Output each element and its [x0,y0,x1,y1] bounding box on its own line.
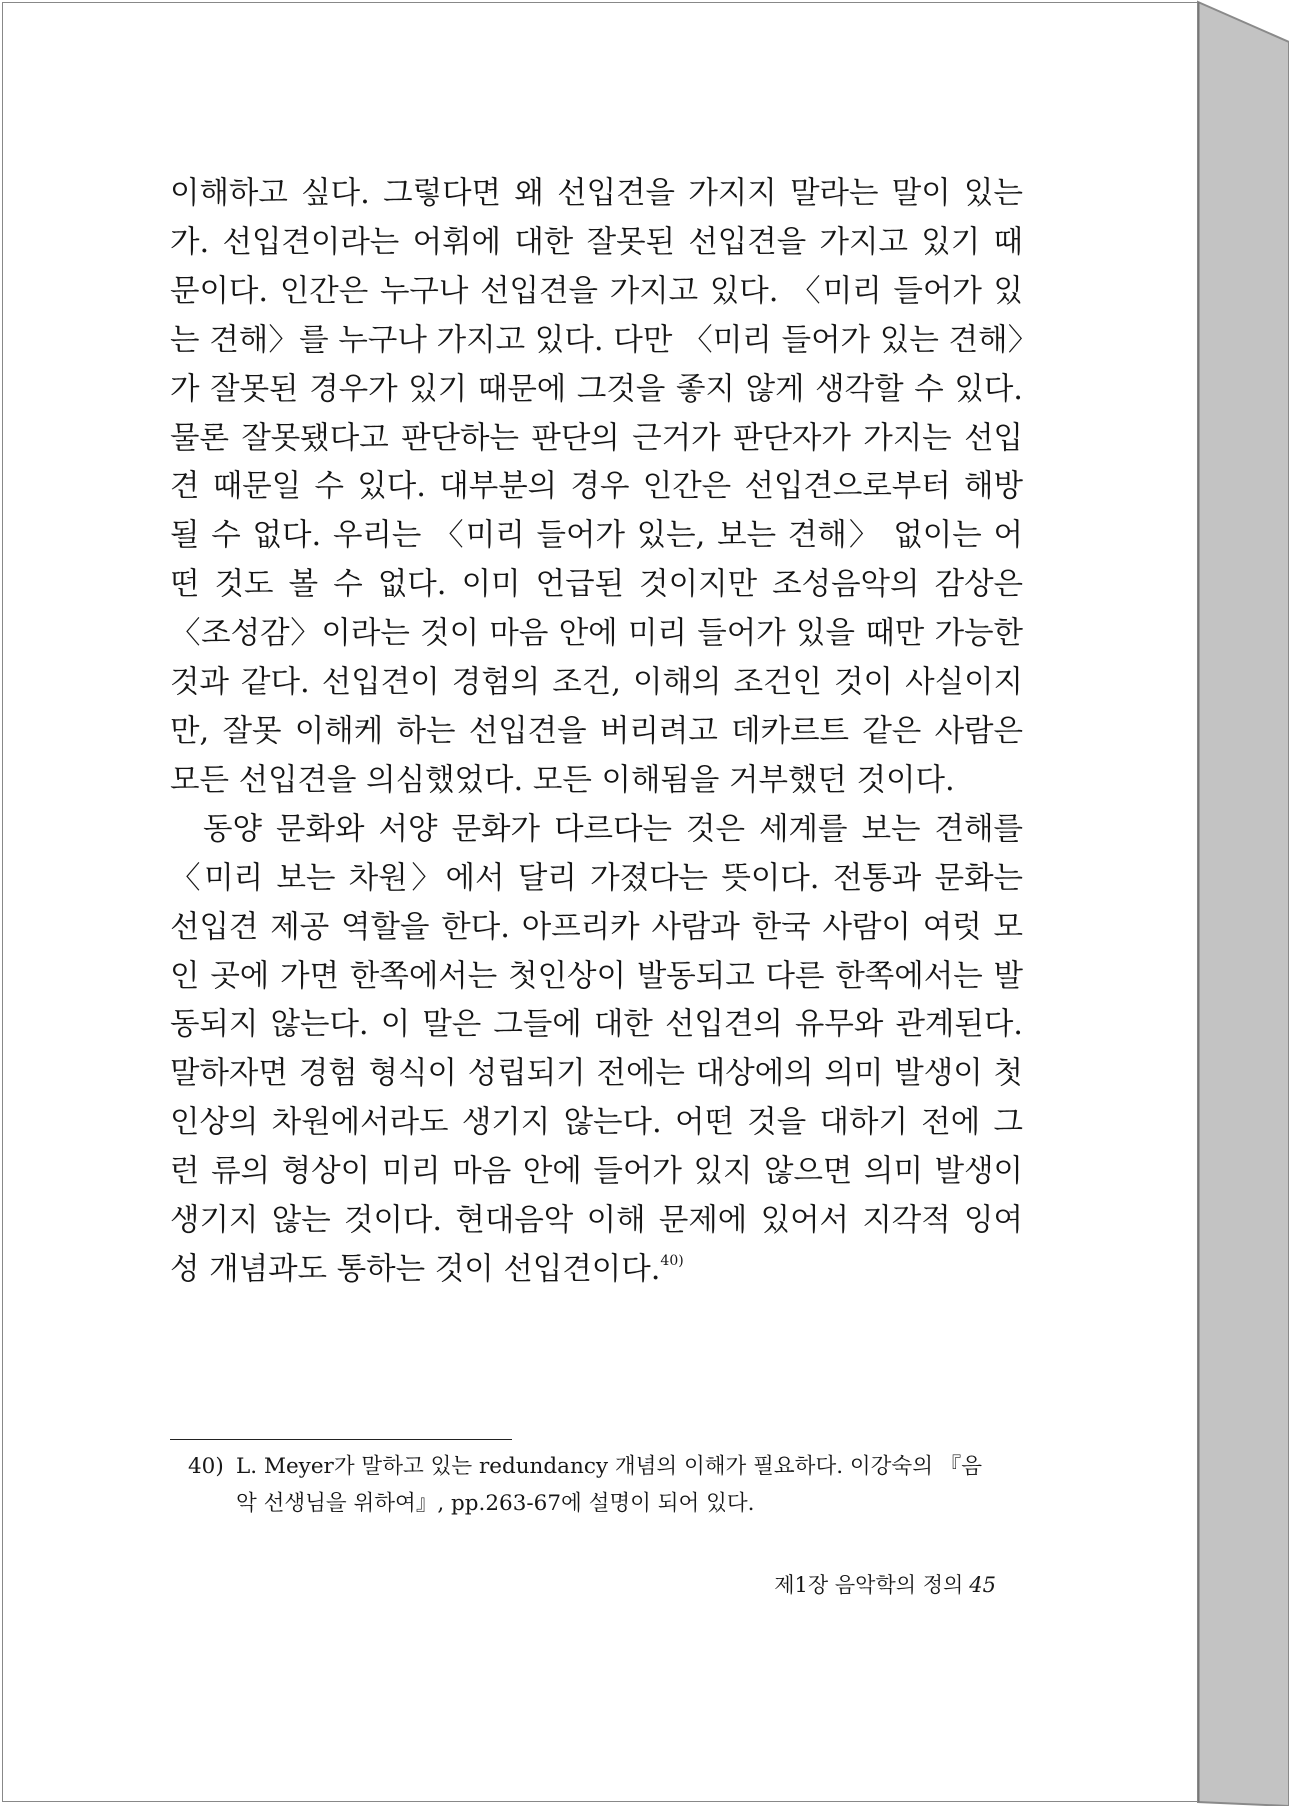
paragraph-2-text: 동양 문화와 서양 문화가 다르다는 것은 세계를 보는 견해를 〈미리 보는 차원〉에서 달리 가졌다는 뜻이다. 전통과 문화는 선입견 제공 역할을 한다. 아프리카 사람과 한국 사람이 여럿 모인 곳에 가면 한쪽에서는 첫인상이 발동되고 다른 한쪽에서는 발동되지 않는다. 이 말은 그들에 대한 선입견의 유무와 관계된다. 말하자면 경험 형식이 성립되기 전에는 대상에의 의미 발생이 첫인상의 차원에서라도 생기지 않는다. 어떤 것을 대하기 전에 그런 류의 형상이 미리 마음 안에 들어가 있지 않으면 의미 발생이 생기지 않는 것이다. 현대음악 이해 문제에 있어서 지각적 잉여성 개념과도 통하는 것이 선입견이다. [170,811,1023,1287]
footnote-line-1 [188,1448,1023,1485]
footnote-divider [170,1439,512,1440]
footnote-number: 40) [188,1454,224,1479]
footnote-line-2: 악 선생님을 위하여』, pp.263-67에 설명이 되어 있다. [236,1491,755,1516]
chapter-title: 제1장 음악학의 정의 [774,1573,964,1597]
paragraph-2 [170,806,1023,1295]
running-footer [740,1570,996,1600]
page-number: 45 [969,1573,996,1597]
paragraph-1-text: 이해하고 싶다. 그렇다면 왜 선입견을 가지지 말라는 말이 있는가. 선입견이라는 어휘에 대한 잘못된 선입견을 가지고 있기 때문이다. 인간은 누구나 선입견을 가지고 있다. 〈미리 들어가 있는 견해〉를 누구나 가지고 있다. 다만 〈미리 들어가 있는 견해〉가 잘못된 경우가 있기 때문에 그것을 좋지 않게 생각할 수 있다. 물론 잘못됐다고 판단하는 판단의 근거가 판단자가 가지는 선입견 때문일 수 있다. 대부분의 경우 인간은 선입견으로부터 해방될 수 없다. 우리는 〈미리 들어가 있는, 보는 견해〉 없이는 어떤 것도 볼 수 없다. 이미 언급된 것이지만 조성음악의 감상은 〈조성감〉이라는 것이 마음 안에 미리 들어가 있을 때만 가능한 것과 같다. 선입견이 경험의 조건, 이해의 조건인 것이 사실이지만, 잘못 이해케 하는 선입견을 버리려고 데카르트 같은 사람은 모든 선입견을 의심했었다. 모든 이해됨을 거부했던 것이다. [170,176,1023,798]
paragraph-1 [170,170,1023,806]
body-text [170,170,1023,1295]
footnote-text-1: L. Meyer가 말하고 있는 redundancy 개념의 이해가 필요하다. 이강숙의 『음 [236,1454,983,1479]
book-edge-side [1198,2,1289,1806]
footnote-40 [188,1448,1023,1522]
footnote-reference[interactable]: 40) [660,1252,684,1269]
